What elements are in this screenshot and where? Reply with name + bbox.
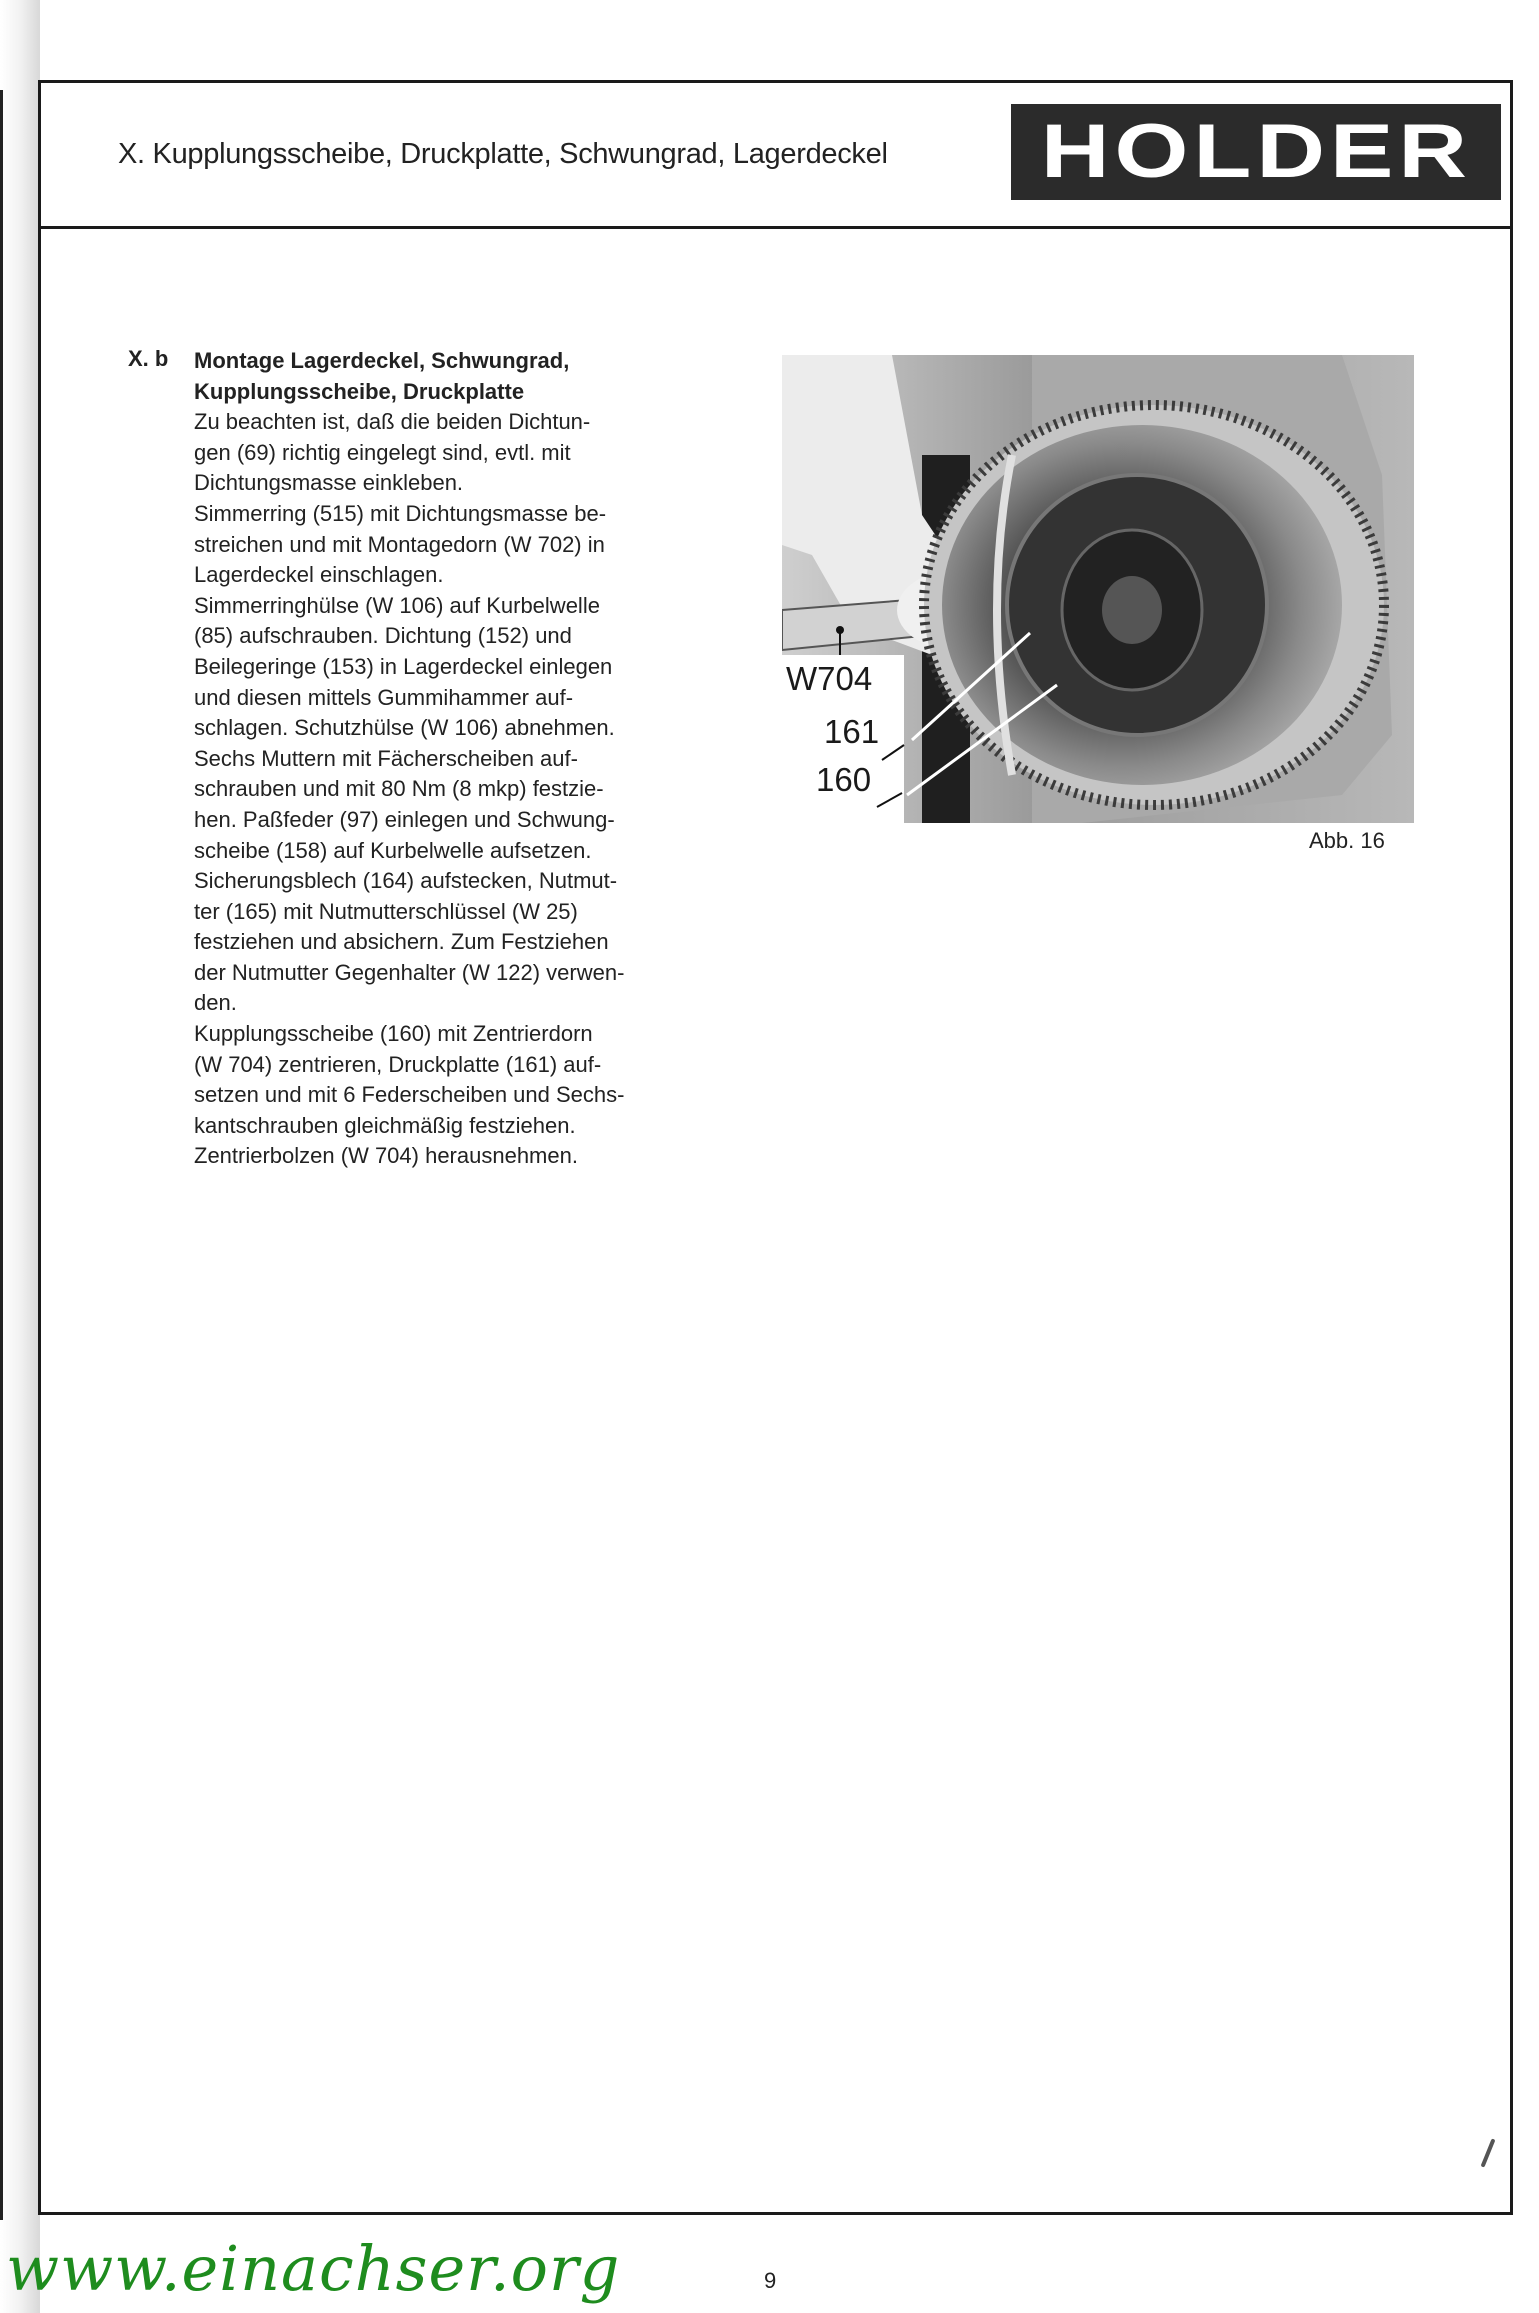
- section-body: [194, 346, 714, 1172]
- callout-label-161: 161: [824, 713, 880, 750]
- body-line: den.: [194, 990, 237, 1016]
- figure-caption: Abb. 16: [1309, 828, 1385, 853]
- logo-text: HOLDER: [1040, 109, 1472, 194]
- body-line: der Nutmutter Gegenhalter (W 122) verwen-: [194, 959, 625, 985]
- chapter-title: X. Kupplungsscheibe, Druckplatte, Schwungrad, Lagerdeckel: [118, 138, 888, 170]
- body-line: kantschrauben gleichmäßig festziehen.: [194, 1112, 576, 1138]
- hub-center: [1102, 576, 1162, 644]
- section-heading-line: Montage Lagerdeckel, Schwungrad,: [194, 348, 570, 373]
- body-line: Lagerdeckel einschlagen.: [194, 562, 444, 588]
- body-line: ter (165) mit Nutmutterschlüssel (W 25): [194, 898, 578, 924]
- body-line: hen. Paßfeder (97) einlegen und Schwung-: [194, 806, 615, 832]
- header-divider: [38, 226, 1513, 229]
- watermark-url[interactable]: www.einachser.org: [6, 2232, 621, 2305]
- body-line: Zu beachten ist, daß die beiden Dichtun-: [194, 409, 591, 435]
- adjacent-page-edge: [0, 90, 3, 2220]
- section-heading-line: Kupplungsscheibe, Druckplatte: [194, 378, 525, 404]
- body-line: Sicherungsblech (164) aufstecken, Nutmut-: [194, 868, 618, 894]
- body-line: (85) aufschrauben. Dichtung (152) und: [194, 623, 572, 649]
- body-line: Simmerringhülse (W 106) auf Kurbelwelle: [194, 592, 600, 618]
- body-line: Dichtungsmasse einkleben.: [194, 470, 464, 496]
- body-line: festziehen und absichern. Zum Festziehen: [194, 929, 609, 955]
- body-line: scheibe (158) auf Kurbelwelle aufsetzen.: [194, 837, 592, 863]
- body-line: gen (69) richtig eingelegt sind, evtl. mit: [194, 439, 571, 465]
- body-line: Beilegeringe (153) in Lagerdeckel einlegen: [194, 653, 613, 679]
- section-number: X. b: [128, 346, 169, 371]
- body-line: Simmerring (515) mit Dichtungsmasse be-: [194, 500, 607, 526]
- page-number: 9: [764, 2268, 777, 2293]
- body-line: und diesen mittels Gummihammer auf-: [194, 684, 574, 710]
- body-line: schlagen. Schutzhülse (W 106) abnehmen.: [194, 715, 615, 741]
- body-line: streichen und mit Montagedorn (W 702) in: [194, 531, 605, 557]
- holder-logo: [1011, 104, 1501, 200]
- figure-photo: [782, 355, 1414, 823]
- flywheel-photo-illustration: [782, 355, 1414, 823]
- scan-edge-shading: [0, 0, 40, 2313]
- callout-label-w704: W704: [786, 660, 873, 697]
- callout-dot-w704: [836, 626, 844, 634]
- body-line: (W 704) zentrieren, Druckplatte (161) auf-: [194, 1051, 602, 1077]
- body-line: setzen und mit 6 Federscheiben und Sechs-: [194, 1082, 625, 1108]
- body-line: Kupplungsscheibe (160) mit Zentrierdorn: [194, 1021, 593, 1047]
- callout-label-160: 160: [816, 761, 872, 798]
- body-line: Zentrierbolzen (W 704) herausnehmen.: [194, 1143, 578, 1169]
- body-line: Sechs Muttern mit Fächerscheiben auf-: [194, 745, 578, 771]
- body-line: schrauben und mit 80 Nm (8 mkp) festzie-: [194, 776, 604, 802]
